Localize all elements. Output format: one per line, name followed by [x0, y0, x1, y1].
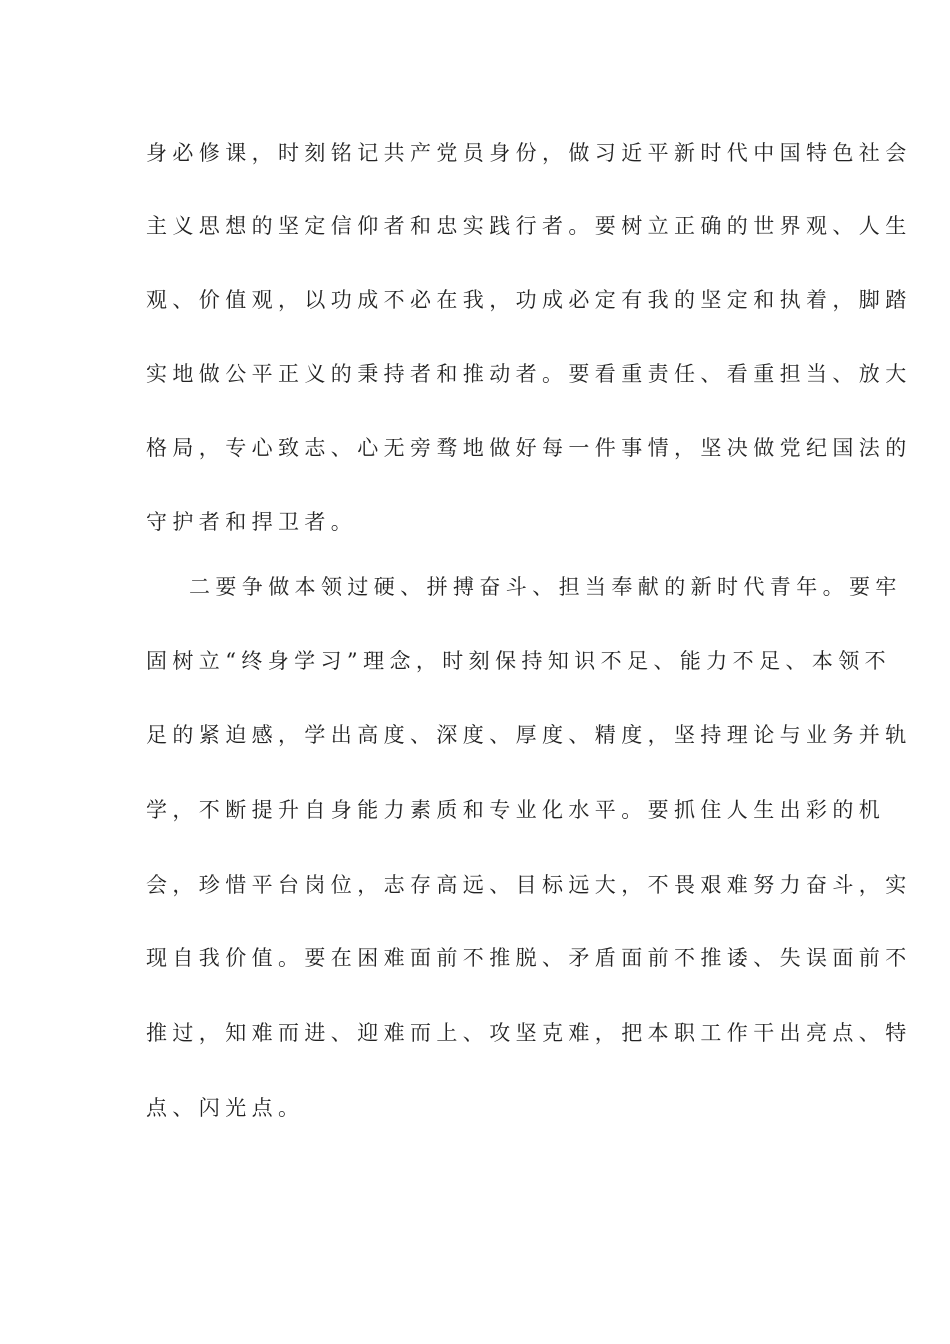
text-line-3: 观、价值观，以功成不必在我，功成必定有我的坚定和执着，脚踏 — [146, 288, 912, 312]
text-line-14: 点、闪光点。 — [146, 1096, 305, 1120]
text-line-2: 主义思想的坚定信仰者和忠实践行者。要树立正确的世界观、人生 — [146, 214, 912, 238]
text-line-13: 推过，知难而进、迎难而上、攻坚克难，把本职工作干出亮点、特 — [146, 1021, 912, 1045]
text-line-4: 实地做公平正义的秉持者和推动者。要看重责任、看重担当、放大 — [146, 362, 912, 386]
text-line-1: 身必修课，时刻铭记共产党员身份，做习近平新时代中国特色社会 — [146, 141, 912, 165]
text-line-9: 足的紧迫感，学出高度、深度、厚度、精度，坚持理论与业务并轨 — [146, 723, 912, 747]
text-line-10: 学，不断提升自身能力素质和专业化水平。要抓住人生出彩的机 — [146, 798, 886, 822]
text-line-12: 现自我价值。要在困难面前不推脱、矛盾面前不推诿、失误面前不 — [146, 946, 912, 970]
text-line-7: 二要争做本领过硬、拼搏奋斗、担当奉献的新时代青年。要牢 — [189, 575, 902, 599]
text-line-5: 格局，专心致志、心无旁骛地做好每一件事情，坚决做党纪国法的 — [146, 436, 912, 460]
text-line-6: 守护者和捍卫者。 — [146, 510, 358, 534]
text-line-11: 会，珍惜平台岗位，志存高远、目标远大，不畏艰难努力奋斗，实 — [146, 873, 912, 897]
text-line-8: 固树立“终身学习”理念，时刻保持知识不足、能力不足、本领不 — [146, 649, 892, 673]
